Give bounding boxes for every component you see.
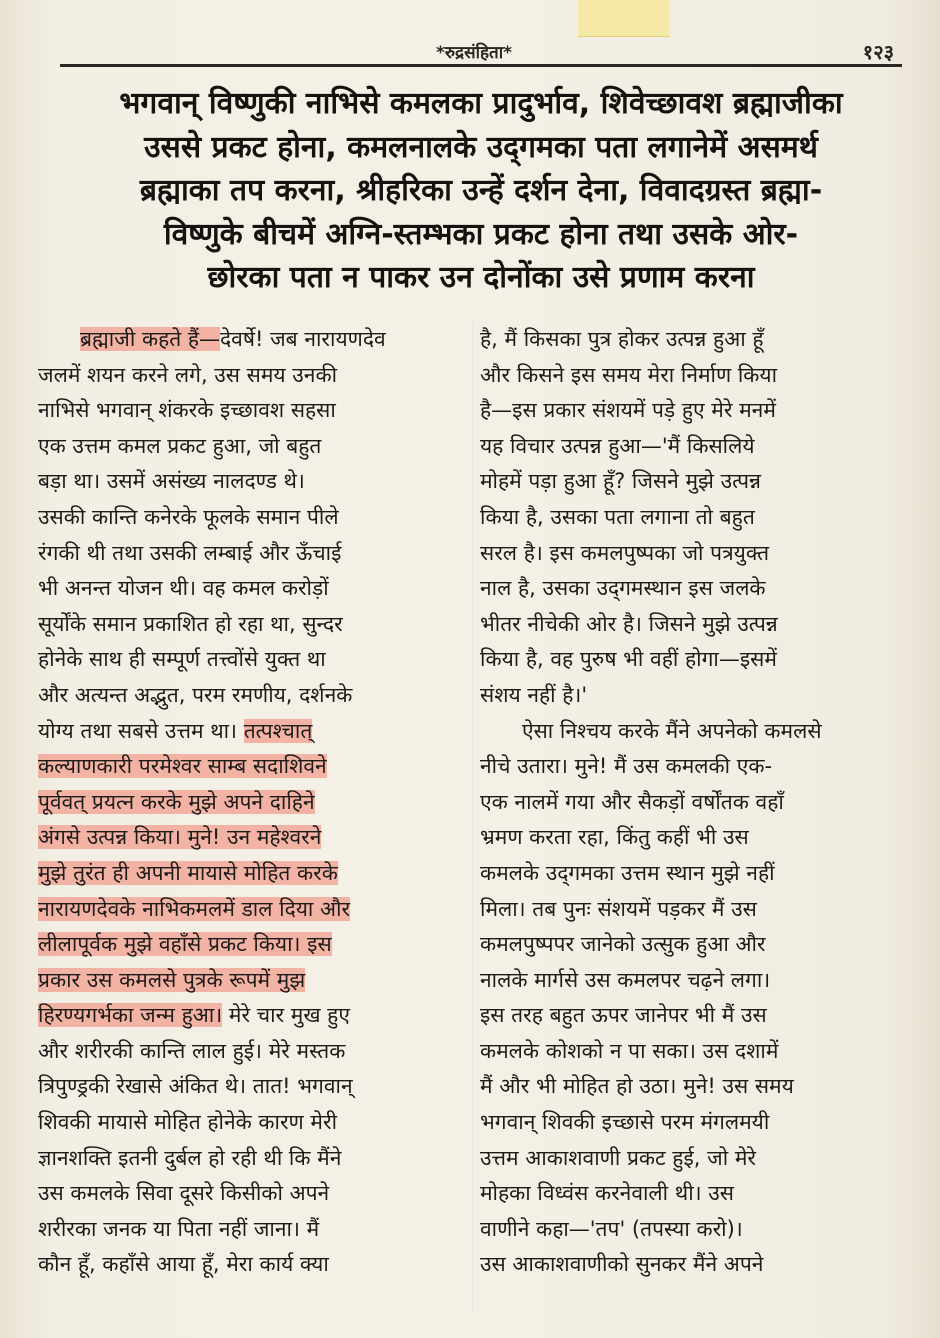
text-line: मैं और भी मोहित हो उठा। मुने! उस समय xyxy=(480,1074,794,1099)
text-line: मोहका विध्वंस करनेवाली थी। उस xyxy=(480,1181,734,1206)
chapter-heading xyxy=(60,82,902,300)
text-line: भी अनन्त योजन थी। वह कमल करोड़ों xyxy=(38,576,329,601)
text-line: रंगकी थी तथा उसकी लम्बाई और ऊँचाई xyxy=(38,540,342,565)
text-line: होनेके साथ ही सम्पूर्ण तत्त्वोंसे युक्त था xyxy=(38,647,326,672)
text-line: कमलपुष्पपर जानेको उत्सुक हुआ और xyxy=(480,932,766,957)
column-gutter xyxy=(472,322,473,1312)
text-line xyxy=(38,714,466,750)
right-column xyxy=(480,322,878,1283)
text-line: भगवान् शिवकी इच्छासे परम मंगलमयी xyxy=(480,1110,770,1135)
text-line: वाणीने कहा—'तप' (तपस्या करो)। xyxy=(480,1216,743,1241)
text-line: इस तरह बहुत ऊपर जानेपर भी मैं उस xyxy=(480,1003,767,1028)
text-line xyxy=(38,322,466,358)
text-line: नाल है, उसका उद्‌गमस्थान इस जलके xyxy=(480,576,766,601)
text-line xyxy=(38,963,466,999)
heading-line: भगवान् विष्णुकी नाभिसे कमलका प्रादुर्भाव, शिवेच्छावश ब्रह्माजीका xyxy=(119,86,843,121)
text-line: किया है, उसका पता लगाना तो बहुत xyxy=(480,504,755,529)
text-line: किया है, वह पुरुष भी वहीं होगा—इसमें xyxy=(480,647,777,672)
text-run: देवर्षे! जब नारायणदेव xyxy=(220,327,386,351)
text-line: संशय नहीं है।' xyxy=(480,682,588,707)
text-line: और शरीरकी कान्ति लाल हुई। मेरे मस्तक xyxy=(38,1038,346,1063)
text-line xyxy=(38,892,466,928)
highlighted-text: मुझे तुरंत ही अपनी मायासे मोहित करके xyxy=(38,860,338,885)
text-line: उत्तम आकाशवाणी प्रकट हुई, जो मेरे xyxy=(480,1145,756,1170)
left-column xyxy=(38,322,466,1283)
text-run: योग्य तथा सबसे उत्तम था। xyxy=(38,718,244,743)
text-line: ज्ञानशक्ति इतनी दुर्बल हो रही थी कि मैंने xyxy=(38,1145,342,1170)
text-line: शरीरका जनक या पिता नहीं जाना। मैं xyxy=(38,1216,320,1241)
sticky-note xyxy=(578,0,670,37)
text-line: कमलके उद्‌गमका उत्तम स्थान मुझे नहीं xyxy=(480,860,775,885)
text-line: जलमें शयन करने लगे, उस समय उनकी xyxy=(38,362,338,387)
highlighted-text: कल्याणकारी परमेश्वर साम्ब सदाशिवने xyxy=(38,754,327,779)
text-line: और किसने इस समय मेरा निर्माण किया xyxy=(480,362,778,387)
text-line: नीचे उतारा। मुने! मैं उस कमलकी एक- xyxy=(480,754,773,779)
highlighted-text: नारायणदेवके नाभिकमलमें डाल दिया और xyxy=(38,896,351,921)
text-line: नालके मार्गसे उस कमलपर चढ़ने लगा। xyxy=(480,967,771,992)
text-line xyxy=(38,998,466,1034)
text-line xyxy=(38,785,466,821)
text-line: मोहमें पड़ा हुआ हूँ? जिसने मुझे उत्पन्न xyxy=(480,469,762,494)
text-line xyxy=(38,820,466,856)
heading-line: छोरका पता न पाकर उन दोनोंका उसे प्रणाम करना xyxy=(207,260,755,295)
text-line: ऐसा निश्चय करके मैंने अपनेको कमलसे xyxy=(522,718,822,743)
heading-line: उससे प्रकट होना, कमलनालके उद्‌गमका पता लगानेमें असमर्थ xyxy=(144,129,818,165)
highlighted-text: तत्पश्चात् xyxy=(243,718,313,743)
text-line xyxy=(38,927,466,963)
text-line: भीतर नीचेकी ओर है। जिसने मुझे उत्पन्न xyxy=(480,611,778,636)
heading-line: विष्णुके बीचमें अग्नि-स्तम्भका प्रकट होना तथा उसके ओर- xyxy=(163,216,799,252)
running-title: *रुद्रसंहिता* xyxy=(436,43,512,63)
text-line: नाभिसे भगवान् शंकरके इच्छावश सहसा xyxy=(38,398,336,423)
text-line: बड़ा था। उसमें असंख्य नालदण्ड थे। xyxy=(38,469,305,494)
text-line: और अत्यन्त अद्भुत, परम रमणीय, दर्शनके xyxy=(38,682,353,707)
highlighted-text: लीलापूर्वक मुझे वहाँसे प्रकट किया। इस xyxy=(38,932,332,957)
text-run: मेरे चार मुख हुए xyxy=(222,1003,350,1028)
text-line: शिवकी मायासे मोहित होनेके कारण मेरी xyxy=(38,1110,338,1135)
text-line: उस आकाशवाणीको सुनकर मैंने अपने xyxy=(480,1252,764,1277)
text-line: कौन हूँ, कहाँसे आया हूँ, मेरा कार्य क्या xyxy=(38,1252,329,1277)
text-line: यह विचार उत्पन्न हुआ—'मैं किसलिये xyxy=(480,433,755,458)
page-header xyxy=(48,36,900,76)
text-line: सरल है। इस कमलपुष्पका जो पत्रयुक्त xyxy=(480,540,770,565)
page-number: १२३ xyxy=(862,40,894,64)
text-line: एक उत्तम कमल प्रकट हुआ, जो बहुत xyxy=(38,433,322,458)
text-line: उस कमलके सिवा दूसरे किसीको अपने xyxy=(38,1181,330,1206)
highlighted-text: हिरण्यगर्भका जन्म हुआ। xyxy=(38,1003,223,1028)
heading-line: ब्रह्माका तप करना, श्रीहरिका उन्हें दर्शन देना, विवादग्रस्त ब्रह्मा- xyxy=(139,173,823,208)
text-line: त्रिपुण्ड्रकी रेखासे अंकित थे। तात! भगवान् xyxy=(38,1074,353,1099)
text-line xyxy=(38,749,466,785)
text-line xyxy=(38,856,466,892)
text-line: कमलके कोशको न पा सका। उस दशामें xyxy=(480,1038,779,1063)
text-line: है—इस प्रकार संशयमें पड़े हुए मेरे मनमें xyxy=(480,398,776,423)
text-line: उसकी कान्ति कनेरके फूलके समान पीले xyxy=(38,504,339,529)
text-line: एक नालमें गया और सैकड़ों वर्षोंतक वहाँ xyxy=(480,789,784,814)
text-line: सूर्योंके समान प्रकाशित हो रहा था, सुन्दर xyxy=(38,611,343,636)
text-line: मिला। तब पुनः संशयमें पड़कर मैं उस xyxy=(480,896,757,921)
header-rule xyxy=(60,64,902,67)
text-line: है, मैं किसका पुत्र होकर उत्पन्न हुआ हूँ xyxy=(480,327,764,351)
speaker-label: ब्रह्माजी कहते हैं— xyxy=(80,327,221,351)
highlighted-text: अंगसे उत्पन्न किया। मुने! उन महेश्वरने xyxy=(38,825,322,850)
highlighted-text: प्रकार उस कमलसे पुत्रके रूपमें मुझ xyxy=(38,967,306,992)
highlighted-text: पूर्ववत् प्रयत्न करके मुझे अपने दाहिने xyxy=(38,789,315,814)
text-line: भ्रमण करता रहा, किंतु कहीं भी उस xyxy=(480,825,749,850)
